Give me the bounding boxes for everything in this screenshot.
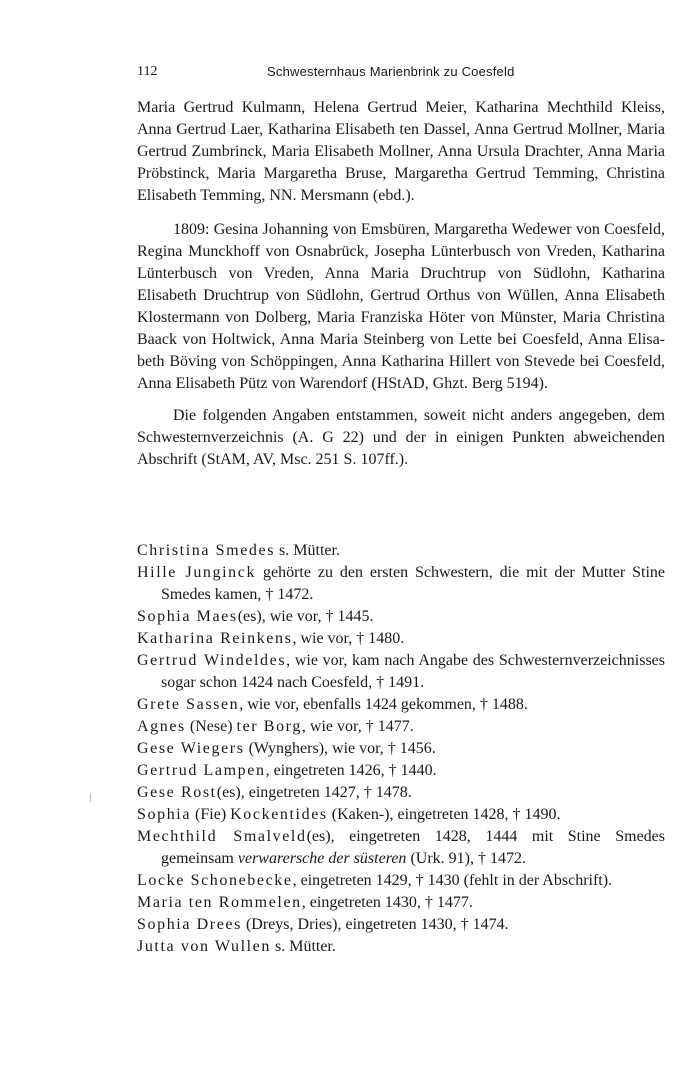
list-item [137, 760, 665, 782]
paragraph-1809: 1809: Gesina Johanning von Emsbüren, Margaretha Wedewer von Coesfeld, Regina Munckhoff von Osnabrück, Josepha Lünterbusch von Vreden, Katharina Lünterbusch von Vreden, Anna Maria Druchtrup von Südlohn, Katharina Elisabeth Druchtrup von Südlohn, Gertrud Orthus von Wüllen, Anna Elisabeth Klostermann von Dolberg, Maria Franziska Höter von Münster, Maria Christina Baack von Holtwick, Anna Maria Steinberg von Lette bei Coesfeld, Anna Elisabeth Böving von Schöppingen, Anna Katharina Hillert von Stevede bei Coesfeld, Anna Elisabeth Pütz von Warendorf (HStAD, Ghzt. Berg 5194). [137, 221, 665, 392]
entry-name: Locke Schonebecke [137, 872, 293, 889]
entry-quote: verwarersche der süsteren [237, 850, 407, 867]
entry-text: , eingetreten 1427, † 1478. [240, 784, 412, 801]
list-item [137, 562, 665, 606]
entry-text: , wie vor, † 1445. [261, 608, 374, 625]
entry-name: Grete Sassen [137, 696, 240, 713]
entry-name: Sophia [137, 806, 192, 823]
list-item [137, 738, 665, 760]
entry-name-variant: (Fie) [191, 806, 231, 823]
entry-text: (Wynghers), wie vor, † 1456. [244, 740, 436, 757]
list-item [137, 606, 665, 628]
entry-text: , eingetreten 1428, 1444 mit Stine Smedes gemeinsam [161, 828, 665, 867]
list-item [137, 826, 665, 870]
entry-name: Christina Smedes [137, 542, 276, 559]
list-item [137, 936, 665, 958]
entry-name: Gese Wiegers [137, 740, 245, 757]
list-item [137, 804, 665, 826]
entry-text: (Kaken-), eingetreten 1428, † 1490. [327, 806, 561, 823]
list-item [137, 870, 665, 892]
entry-text: s. Mütter. [275, 542, 340, 559]
list-item [137, 914, 665, 936]
list-item [137, 892, 665, 914]
entry-name: Gertrud Windeldes [137, 652, 287, 669]
running-title: Schwesternhaus Marienbrink zu Coesfeld [267, 64, 515, 79]
page-number: 112 [137, 64, 158, 79]
entry-text: , eingetreten 1426, † 1440. [265, 762, 437, 779]
list-item [137, 716, 665, 738]
list-item [137, 782, 665, 804]
list-item [137, 628, 665, 650]
entry-text: , wie vor, ebenfalls 1424 gekommen, † 1488. [239, 696, 528, 713]
entry-name: Sophia Drees [137, 916, 242, 933]
entry-name: Gese Rost [137, 784, 217, 801]
margin-mark [90, 793, 91, 802]
list-item [137, 650, 665, 694]
entry-surname: ter Borg [236, 718, 302, 735]
page-header [137, 62, 665, 82]
body-text [137, 97, 665, 471]
entry-text: s. Mütter. [270, 938, 336, 955]
entry-name-suffix: (es) [306, 828, 331, 845]
entry-name: Sophia Maes [137, 608, 238, 625]
entry-name: Maria ten Rommelen [137, 894, 302, 911]
entry-name-suffix: (es) [216, 784, 241, 801]
paragraph-sources-note: Die folgenden Angaben entstammen, soweit nicht anders angegeben, dem Schwesternverzeichnis (A. G 22) und der in einigen Punkten abweichenden Abschrift (StAM, AV, Msc. 251 S. 107ff.). [137, 407, 665, 468]
entry-name-suffix: (es) [237, 608, 262, 625]
entry-name: Hille Junginck [137, 564, 257, 581]
entry-text: , eingetreten 1430, † 1477. [301, 894, 473, 911]
entry-text: , wie vor, † 1477. [301, 718, 414, 735]
entry-name-variant: (Nese) [185, 718, 237, 735]
entry-text: gehörte zu den ersten Schwestern, die mit der Mutter Stine Smedes kamen, † 1472. [161, 564, 666, 603]
entry-text: , wie vor, † 1480. [292, 630, 405, 647]
entry-name: Mechthild Smalveld [137, 828, 307, 845]
entry-text-end: (Urk. 91), † 1472. [406, 850, 526, 867]
entry-name: Gertrud Lampen [137, 762, 266, 779]
entry-surname: Kockentides [230, 806, 328, 823]
entry-text: (Dreys, Dries), eingetreten 1430, † 1474. [241, 916, 509, 933]
entry-name: Jutta von Wullen [137, 938, 271, 955]
list-item [137, 694, 665, 716]
entry-text: , eingetreten 1429, † 1430 (fehlt in der Abschrift). [292, 872, 613, 889]
list-item [137, 540, 665, 562]
entry-name: Katharina Reinkens [137, 630, 293, 647]
entry-text: , wie vor, kam nach Angabe des Schwesternverzeichnisses sogar schon 1424 nach Coesfeld, † 1491. [161, 652, 665, 691]
paragraph-names-list: Maria Gertrud Kulmann, Helena Gertrud Meier, Katharina Mechthild Kleiss, Anna Gertrud Laer, Katharina Elisabeth ten Dassel, Anna Gertrud Mollner, Maria Gertrud Zumbrinck, Maria Elisabeth Mollner, Anna Ursula Drachter, Anna Maria Pröbstinck, Maria Margaretha Bruse, Margaretha Gertrud Temming, Christina Elisabeth Temming, NN. Mersmann (ebd.). [137, 99, 665, 204]
sisters-entry-list [137, 540, 665, 958]
entry-name: Agnes [137, 718, 186, 735]
